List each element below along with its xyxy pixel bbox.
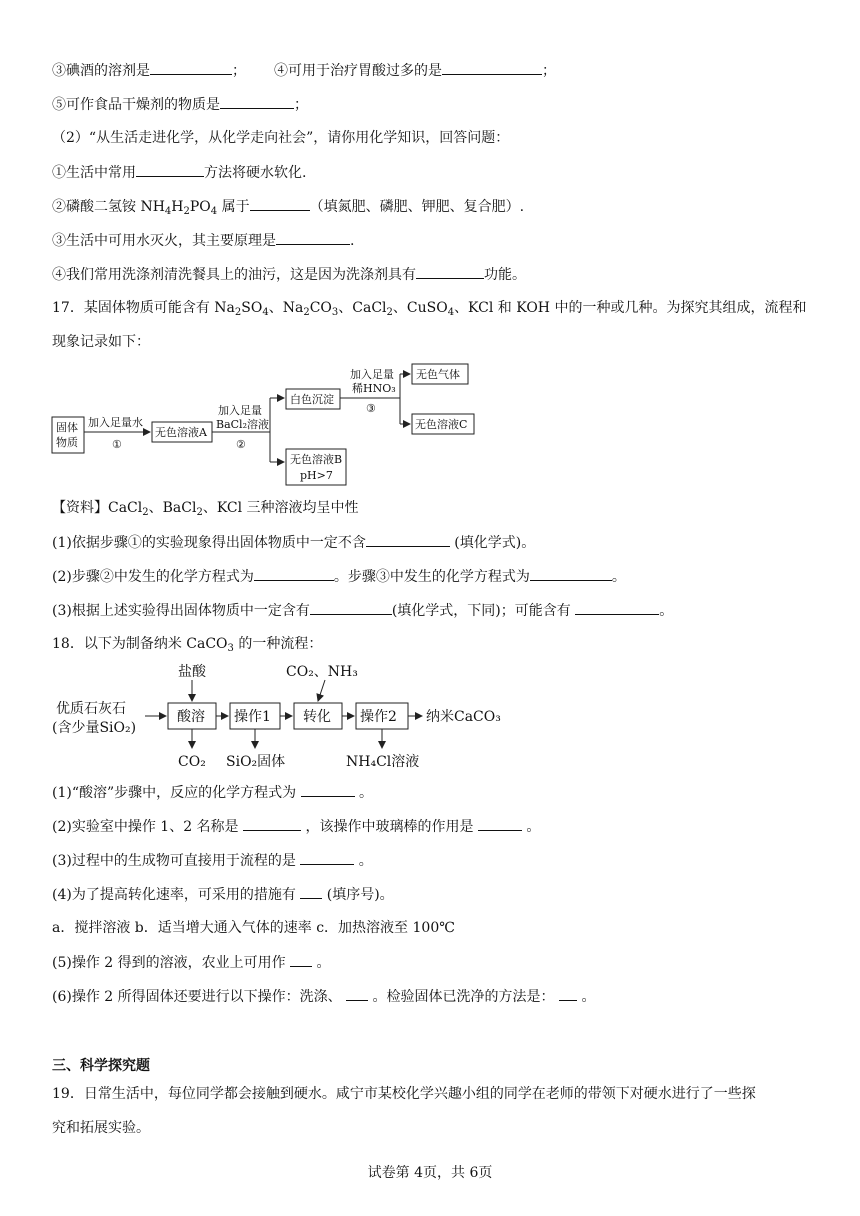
q17-part3: (3)根据上述实验得出固体物质中一定含有 (填化学式，下同)；可能含有 。 <box>52 600 673 621</box>
q16-sub1: ①生活中常用 方法将硬水软化. <box>52 162 306 183</box>
answer-blank[interactable] <box>243 816 301 831</box>
q18-part2: (2)实验室中操作 1、2 名称是 ，该操作中玻璃棒的作用是 。 <box>52 816 540 837</box>
step2-number: ② <box>236 438 246 451</box>
q16-sub2: ②磷酸二氢铵 $NH_4H_2PO_4$ 属于 （填氮肥、磷肥、钾肥、复合肥）. <box>52 196 524 217</box>
solid-label-2: 物质 <box>56 436 78 449</box>
precipitate-label: 白色沉淀 <box>290 393 334 406</box>
step2-reagent-1: 加入足量 <box>218 404 262 417</box>
sio2-output-label: SiO₂固体 <box>226 754 286 770</box>
step3-reagent-2: 稀HNO₃ <box>352 382 396 395</box>
answer-blank[interactable] <box>346 986 368 1001</box>
operation1-label: 操作1 <box>234 709 271 725</box>
q17-stem-line1: 17．某固体物质可能含有 $Na_2SO_4$、$Na_2CO_3$、CaCl$_2$、CuSO$_4$、KCl 和 KOH 中的一种或几种。为探究其组成，流程和 <box>52 300 807 318</box>
q17-part1: (1)依据步骤①的实验现象得出固体物质中一定不含 (填化学式)。 <box>52 532 535 553</box>
q18-part3: (3)过程中的生成物可直接用于流程的是 。 <box>52 850 373 871</box>
nh4cl-output-label: NH₄Cl溶液 <box>346 754 420 770</box>
q16-part2: （2）“从生活走进化学，从化学走向社会”，请你用化学知识，回答问题： <box>52 130 510 146</box>
q18-title: 18．以下为制备纳米 CaCO$_3$ 的一种流程： <box>52 636 323 654</box>
raw-material-label-2: (含少量SiO₂) <box>52 720 137 736</box>
q18-part6: (6)操作 2 所得固体还要进行以下操作：洗涤、 。检验固体已洗净的方法是： 。 <box>52 986 595 1007</box>
q18-part1: (1)“酸溶”步骤中，反应的化学方程式为 。 <box>52 782 373 803</box>
solution-a-label: 无色溶液A <box>155 426 207 439</box>
hydrochloric-acid-label: 盐酸 <box>178 664 206 680</box>
q18-part4: (4)为了提高转化速率，可采用的措施有 (填序号)。 <box>52 884 394 905</box>
answer-blank[interactable] <box>300 850 354 865</box>
answer-blank[interactable] <box>301 782 355 797</box>
step3-number: ③ <box>366 402 376 415</box>
q17-reference: 【资料】CaCl$_2$、BaCl$_2$、KCl 三种溶液均呈中性 <box>52 500 359 518</box>
section-3-heading: 三、科学探究题 <box>52 1058 150 1074</box>
q18-part5: (5)操作 2 得到的溶液，农业上可用作 。 <box>52 952 331 973</box>
q16-line-5: ⑤可作食品干燥剂的物质是 ； <box>52 94 308 115</box>
q16-sub4: ④我们常用洗涤剂清洗餐具上的油污，这是因为洗涤剂具有 功能。 <box>52 264 526 285</box>
solid-label-1: 固体 <box>56 421 78 434</box>
step1-number: ① <box>112 438 122 451</box>
answer-blank[interactable] <box>300 884 322 899</box>
solution-b-label-2: pH>7 <box>300 469 333 482</box>
q16-sub3: ③生活中可用水灭火，其主要原理是 . <box>52 230 354 251</box>
step3-reagent-1: 加入足量 <box>350 368 394 381</box>
raw-material-label-1: 优质石灰石 <box>56 701 126 717</box>
conversion-label: 转化 <box>303 709 331 725</box>
co2-nh3-label: CO₂、NH₃ <box>286 664 358 680</box>
operation2-label: 操作2 <box>360 709 397 725</box>
acid-dissolve-label: 酸溶 <box>177 709 205 725</box>
step1-reagent: 加入足量水 <box>88 416 143 429</box>
q17-part2: (2)步骤②中发生的化学方程式为 。步骤③中发生的化学方程式为 。 <box>52 566 626 587</box>
solution-b-label-1: 无色溶液B <box>290 453 343 466</box>
q19-line2: 究和拓展实验。 <box>52 1120 150 1136</box>
co2-output-label: CO₂ <box>178 754 206 770</box>
answer-blank[interactable] <box>290 952 312 967</box>
answer-blank[interactable] <box>559 986 577 1001</box>
step2-reagent-2: BaCl₂溶液 <box>216 418 269 431</box>
q17-stem-line2: 现象记录如下： <box>52 334 150 350</box>
q19-line1: 19．日常生活中，每位同学都会接触到硬水。咸宁市某校化学兴趣小组的同学在老师的带领下对硬水进行了一些探 <box>52 1086 756 1102</box>
page-footer: 试卷第 4页，共 6页 <box>367 1165 493 1181</box>
solution-c-label: 无色溶液C <box>415 418 468 431</box>
product-label: 纳米CaCO₃ <box>426 709 501 725</box>
gas-label: 无色气体 <box>416 368 460 381</box>
q16-line-3: ③碘酒的溶剂是 ； ④可用于治疗胃酸过多的是 ； <box>52 60 556 81</box>
q18-options: a．搅拌溶液 b．适当增大通入气体的速率 c．加热溶液至 100℃ <box>52 920 455 936</box>
answer-blank[interactable] <box>478 816 522 831</box>
